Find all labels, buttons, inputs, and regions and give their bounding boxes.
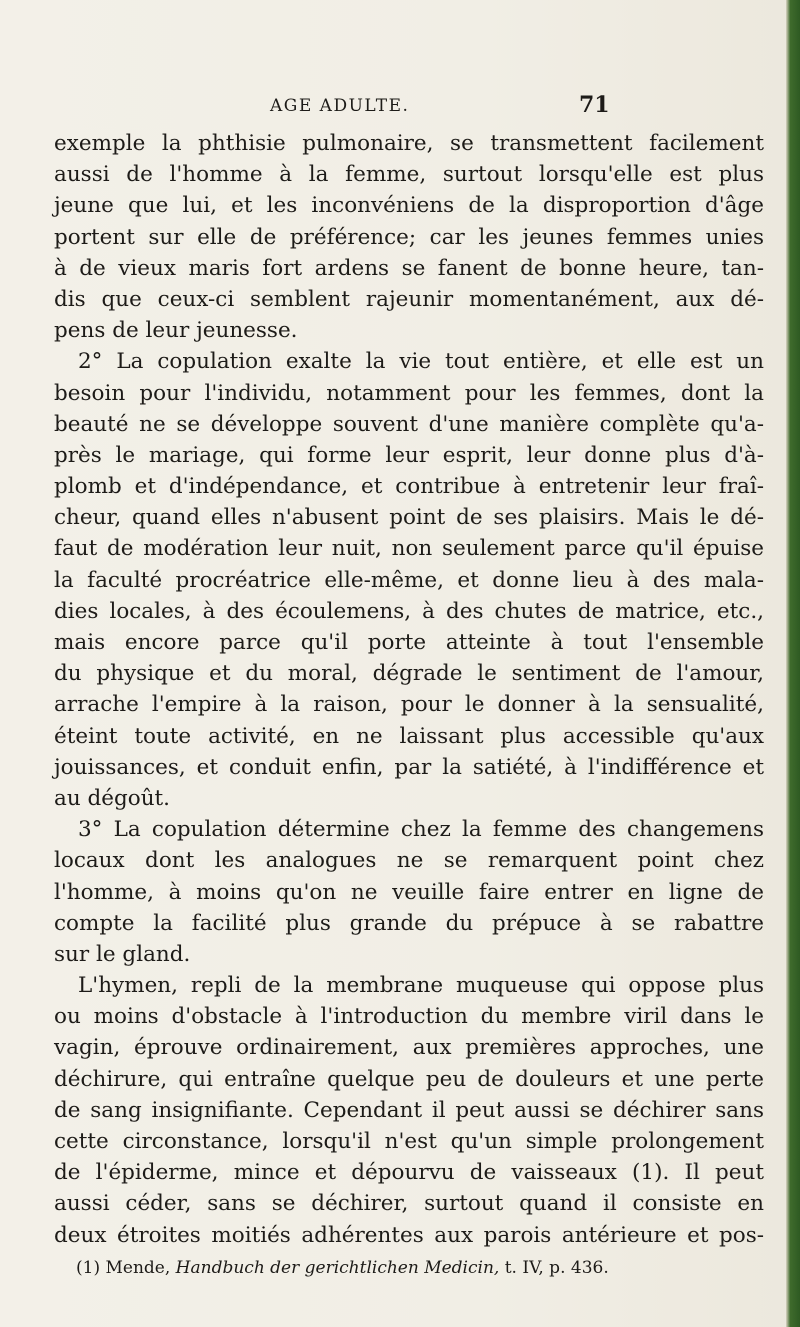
text-line: sur le gland.	[54, 941, 191, 967]
text-line: deux étroites moitiés adhérentes aux parois antérieure et pos-	[54, 1222, 764, 1248]
text-line: mais encore parce qu'il porte atteinte à tout l'ensemble	[54, 630, 764, 655]
page-header	[0, 92, 800, 122]
paragraph-start: 2° La copulation exalte la vie tout entière, et elle est un	[78, 349, 764, 375]
text-line: cheur, quand elles n'abusent point de ses plaisirs. Mais le dé-	[54, 505, 764, 531]
text-line: au dégoût.	[54, 785, 171, 811]
text-line: exemple la phthisie pulmonaire, se transmettent facilement	[54, 131, 764, 156]
text-line: ou moins d'obstacle à l'introduction du membre viril dans le	[54, 1004, 764, 1030]
text-line: l'homme, à moins qu'on ne veuille faire entrer en ligne de	[54, 879, 764, 905]
text-line: aussi de l'homme à la femme, surtout lorsqu'elle est plus	[54, 162, 764, 188]
text-line: du physique et du moral, dégrade le sentiment de l'amour,	[54, 661, 764, 687]
text-line: besoin pour l'individu, notamment pour les femmes, dont la	[54, 380, 764, 406]
text-line: faut de modération leur nuit, non seulement parce qu'il épuise	[54, 536, 764, 562]
text-line: près le mariage, qui forme leur esprit, leur donne plus d'à-	[54, 442, 764, 468]
text-line: déchirure, qui entraîne quelque peu de douleurs et une perte	[54, 1066, 764, 1092]
text-line: cette circonstance, lorsqu'il n'est qu'un simple prolongement	[54, 1129, 764, 1154]
footnote-title: Handbuch der gerichtlichen Medicin,	[175, 1258, 500, 1278]
footnote-reference: t. IV, p. 436.	[504, 1258, 609, 1278]
body-text	[54, 128, 764, 1251]
running-title: AGE ADULTE.	[270, 96, 410, 116]
paragraph-start: 3° La copulation détermine chez la femme des changemens	[78, 817, 764, 843]
text-line: aussi céder, sans se déchirer, surtout quand il consiste en	[54, 1191, 764, 1217]
text-line: portent sur elle de préférence; car les jeunes femmes unies	[54, 224, 764, 250]
footnote-marker: (1)	[76, 1258, 101, 1278]
text-line: compte la facilité plus grande du prépuce à se rabattre	[54, 910, 764, 936]
text-line: pens de leur jeunesse.	[54, 318, 298, 344]
text-line: vagin, éprouve ordinairement, aux premières approches, une	[54, 1035, 764, 1061]
text-line: plomb et d'indépendance, et contribue à entretenir leur fraî-	[54, 474, 764, 500]
text-line: arrache l'empire à la raison, pour le donner à la sensualité,	[54, 692, 764, 718]
text-line: à de vieux maris fort ardens se fanent de bonne heure, tan-	[54, 255, 764, 281]
text-line: éteint toute activité, en ne laissant plus accessible qu'aux	[54, 723, 764, 749]
text-line: locaux dont les analogues ne se remarquent point chez	[54, 848, 764, 874]
text-line: dis que ceux-ci semblent rajeunir momentanément, aux dé-	[54, 286, 764, 312]
page-edge	[786, 0, 800, 1327]
text-line: jeune que lui, et les inconvéniens de la disproportion d'âge	[54, 193, 764, 219]
text-line: dies locales, à des écoulemens, à des chutes de matrice, etc.,	[54, 598, 764, 624]
paragraph-start: L'hymen, repli de la membrane muqueuse qui oppose plus	[78, 973, 764, 999]
text-line: la faculté procréatrice elle-même, et donne lieu à des mala-	[54, 567, 764, 593]
text-line: jouissances, et conduit enfin, par la satiété, à l'indifférence et	[54, 754, 764, 780]
text-line: de sang insignifiante. Cependant il peut aussi se déchirer sans	[54, 1097, 764, 1123]
footnote	[76, 1258, 609, 1278]
footnote-author: Mende,	[105, 1258, 171, 1278]
text-line: de l'épiderme, mince et dépourvu de vaisseaux (1). Il peut	[54, 1160, 764, 1186]
text-line: beauté ne se développe souvent d'une manière complète qu'a-	[54, 411, 764, 437]
page-number: 71	[579, 92, 610, 118]
